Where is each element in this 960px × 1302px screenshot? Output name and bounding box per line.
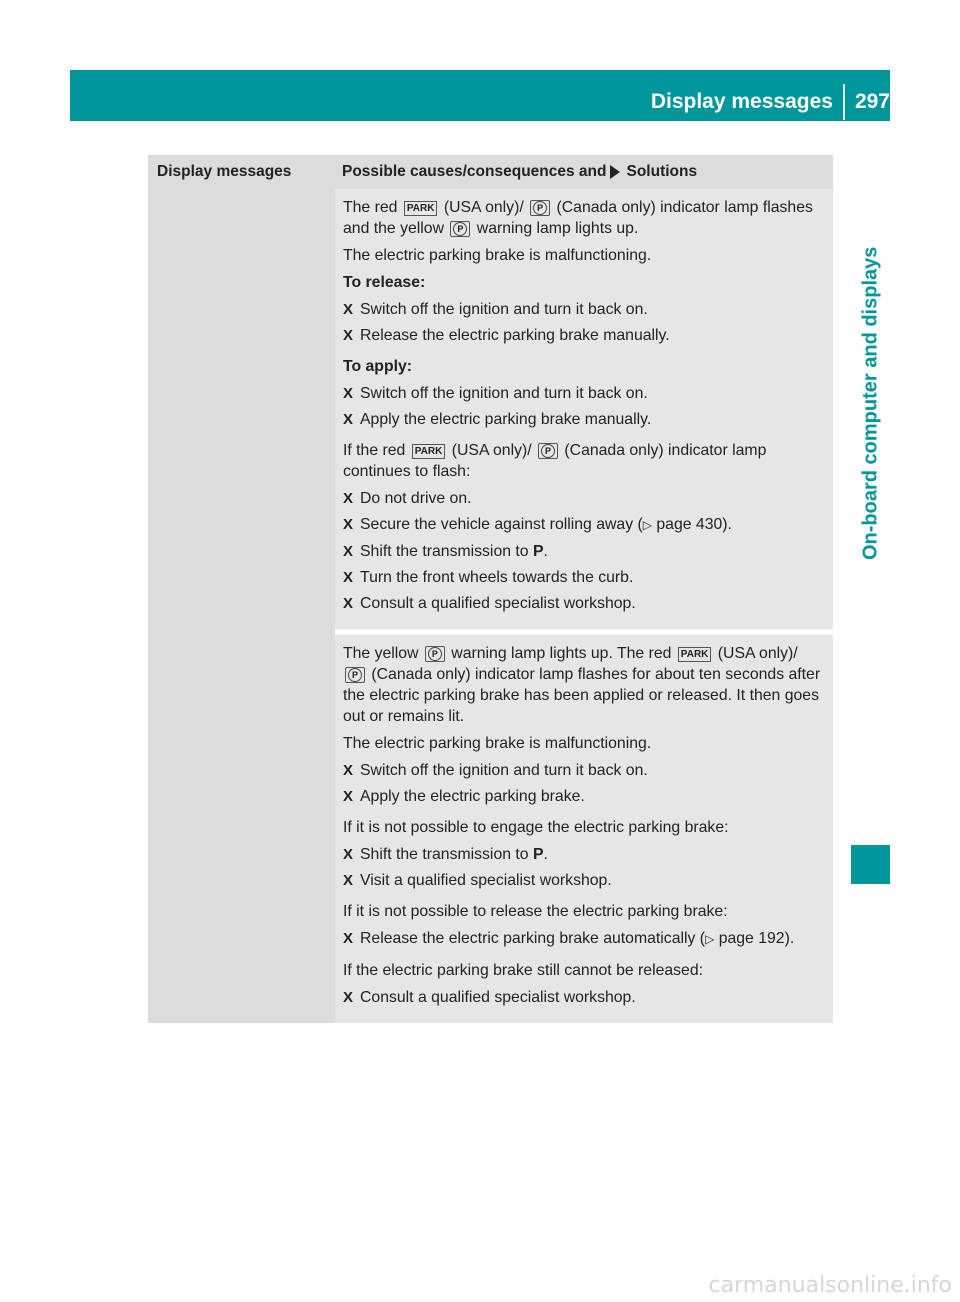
col-causes-solutions: Possible causes/consequences and Solutions: [342, 163, 698, 180]
page-ref-icon: ▷: [642, 518, 652, 532]
section-title: Display messages: [650, 90, 833, 113]
step: X Do not drive on.: [343, 490, 472, 507]
page-number: 297: [854, 90, 890, 113]
step: X Apply the electric parking brake.: [343, 788, 585, 805]
parking-brake-icon: P: [450, 221, 470, 237]
engage-note: If it is not possible to engage the electric parking brake:: [343, 819, 729, 836]
flash-text: If the red PARK (USA only)/ P (Canada only) indicator lamp continues to flash:: [343, 442, 767, 480]
table-row: [335, 189, 833, 629]
watermark: carmanualsonline.info: [708, 1273, 952, 1298]
display-message-cell: [148, 189, 335, 1023]
page-ref-icon: ▷: [705, 932, 715, 946]
parking-brake-icon: P: [530, 200, 550, 216]
parking-brake-icon: P: [345, 667, 365, 683]
step: X Secure the vehicle against rolling away (▷ page 430).: [343, 516, 732, 533]
release-label: To release:: [343, 274, 426, 291]
table-row: [335, 632, 833, 1023]
step: X Apply the electric parking brake manually.: [343, 411, 652, 428]
side-marker: [851, 845, 890, 884]
intro-text: The yellow P warning lamp lights up. The red PARK (USA only)/ P (Canada only) indicator lamp flashes for about ten seconds after the electric parking brake has been applied or released. It then goes out or remains lit.: [343, 645, 821, 725]
step: X Turn the front wheels towards the curb.: [343, 569, 634, 586]
side-tab-label: On-board computer and displays: [859, 246, 881, 560]
step: X Release the electric parking brake manually.: [343, 327, 670, 344]
table-header: [148, 155, 833, 189]
intro-text: The red PARK (USA only)/ P (Canada only) indicator lamp flashes and the yellow P warning lamp lights up.: [343, 199, 813, 237]
step: X Switch off the ignition and turn it back on.: [343, 762, 648, 779]
park-icon: PARK: [404, 201, 438, 216]
step: X Release the electric parking brake automatically (▷ page 192).: [343, 930, 795, 947]
step: X Shift the transmission to P.: [343, 846, 548, 863]
still-note: If the electric parking brake still cannot be released:: [343, 962, 704, 979]
parking-brake-icon: P: [538, 443, 558, 459]
step: X Switch off the ignition and turn it back on.: [343, 385, 648, 402]
step: X Consult a qualified specialist workshop.: [343, 595, 636, 612]
step: X Shift the transmission to P.: [343, 543, 548, 560]
step: X Consult a qualified specialist workshop.: [343, 989, 636, 1006]
park-icon: PARK: [678, 647, 712, 662]
park-icon: PARK: [412, 444, 446, 459]
col-display-messages: Display messages: [157, 163, 292, 180]
side-tab: [851, 130, 890, 560]
malfunction-text: The electric parking brake is malfunctioning.: [343, 735, 652, 752]
apply-label: To apply:: [343, 358, 413, 375]
step: X Visit a qualified specialist workshop.: [343, 872, 612, 889]
parking-brake-icon: P: [425, 646, 445, 662]
step: X Switch off the ignition and turn it back on.: [343, 301, 648, 318]
malfunction-text: The electric parking brake is malfunctioning.: [343, 247, 652, 264]
display-messages-table: [148, 155, 833, 1023]
solution-arrow-icon: [610, 165, 620, 179]
release-note: If it is not possible to release the electric parking brake:: [343, 903, 728, 920]
page-header: [651, 84, 890, 120]
header-divider: [843, 84, 845, 120]
